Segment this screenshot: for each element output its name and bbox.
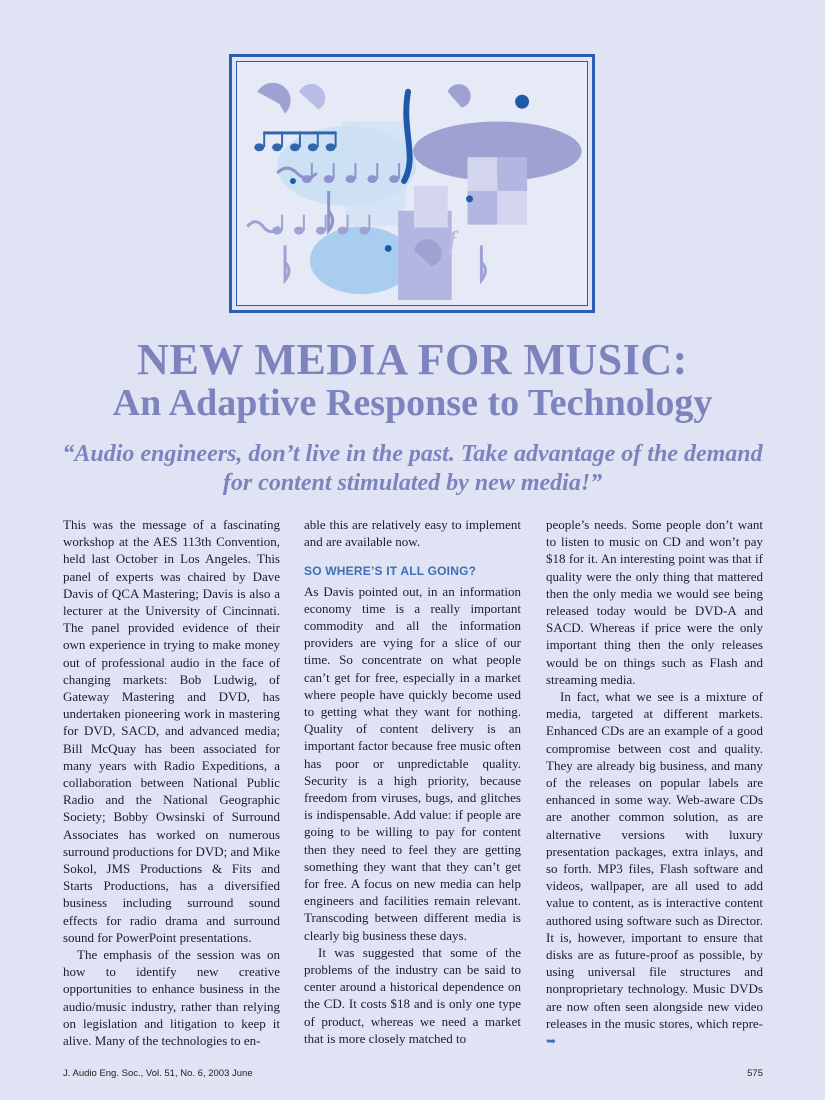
article-title: NEW MEDIA FOR MUSIC: bbox=[137, 335, 688, 384]
arrow-right-icon: ➥ bbox=[546, 1034, 557, 1049]
illustration-frame bbox=[229, 54, 595, 313]
paragraph: able this are relatively easy to implement and are available now. bbox=[304, 517, 521, 550]
paragraph: It was suggested that some of the problems of the industry can be said to center around a historical dependence on the CD. It costs $18 and is only one type of product, whereas we need a market that is more closely matched to bbox=[304, 944, 521, 1046]
music-illustration bbox=[236, 61, 588, 306]
paragraph: As Davis pointed out, in an information economy time is a really important commodity and all the information providers are vying for a slice of our time. So concentrate on what people can’t get for free, especially in a market where people have quickly become used to getting what they want for nothing. Quality of content delivery is an important factor because free music often has poor or unpredictable quality. Security is a high priority, because freedom from viruses, bugs, and glitches is indispensable. Add value: if people are going to be willing to pay for content then they need to feel they are getting something they want that they can’t get for free. A focus on new media can help engineers and facilities remain relevant. Transcoding between different media is clearly big business these days. bbox=[304, 583, 521, 943]
text-column-1 bbox=[63, 516, 280, 1051]
article-subtitle: An Adaptive Response to Technology bbox=[112, 382, 713, 424]
paragraph: The emphasis of the session was on how to identify new creative opportunities to enhance business in the audio/music industry, rather than relying on legislation and litigation to keep it alive. Many of the technologies to en- bbox=[63, 947, 280, 1049]
pull-quote: “Audio engineers, don’t live in the past. Take advantage of the demand for content stimulated by new media!” bbox=[62, 441, 763, 496]
text-column-3 bbox=[546, 516, 763, 1051]
music-notes-collage bbox=[237, 62, 587, 305]
section-heading: SO WHERE’S IT ALL GOING? bbox=[304, 564, 477, 579]
paragraph: This was the message of a fascinating workshop at the AES 113th Convention, held last October in Los Angeles. This panel of experts was chaired by Dave Davis of QCA Mastering; Davis is also a lecturer at the University of Cincinnati. The panel provided evidence of their own experience in trying to make money out of professional audio in the face of changing markets: Bob Ludwig, of Gateway Mastering and DVD, has undertaken pioneering work in mastering for DVD, SACD, and advanced media; Bill McQuay has been associated for many years with Radio Expeditions, a collaboration between National Public Radio and the National Geographic Society; Bobby Owsinski of Surround Associates has worked on numerous surround productions for DVD; and Mike Sokol, JMS Productions & Fits and Starts Productions, has a diversified business including surround sound effects for radio drama and surround sound for PowerPoint presentations. bbox=[63, 517, 280, 945]
paragraph-text: In fact, what we see is a mixture of media, targeted at different markets. Enhanced CDs are an example of a good compromise between cost and quality. They are already big business, and many of the releases on popular labels are enhanced in some way. Web-aware CDs are another common solution, as are alternative versions with luxury presentation packages, extra inlays, and so forth. MP3 files, Flash software and videos, wallpaper, are all used to add value to content, as is interactive content authored using software such as Director. It is, however, important to ensure that disks are as future-proof as possible, by using universal file structures and nonproprietary technology. Music DVDs are now often seen alongside new video releases in the music stores, which repre- bbox=[546, 689, 763, 1031]
journal-citation: J. Audio Eng. Soc., Vol. 51, No. 6, 2003 June bbox=[63, 1068, 253, 1079]
paragraph-with-continuation bbox=[546, 688, 763, 1050]
svg-text:f: f bbox=[447, 225, 457, 255]
paragraph: people’s needs. Some people don’t want to listen to music on CD and won’t pay $18 for it. An interesting point was that if quality were the only thing that mattered then the only media we would see being released today would be DVD-A and SACD. Whereas if price were the only important thing then the only releases would be on things such as Flash and streaming media. bbox=[546, 517, 763, 687]
text-column-2 bbox=[304, 516, 521, 1051]
page-number: 575 bbox=[747, 1068, 763, 1079]
